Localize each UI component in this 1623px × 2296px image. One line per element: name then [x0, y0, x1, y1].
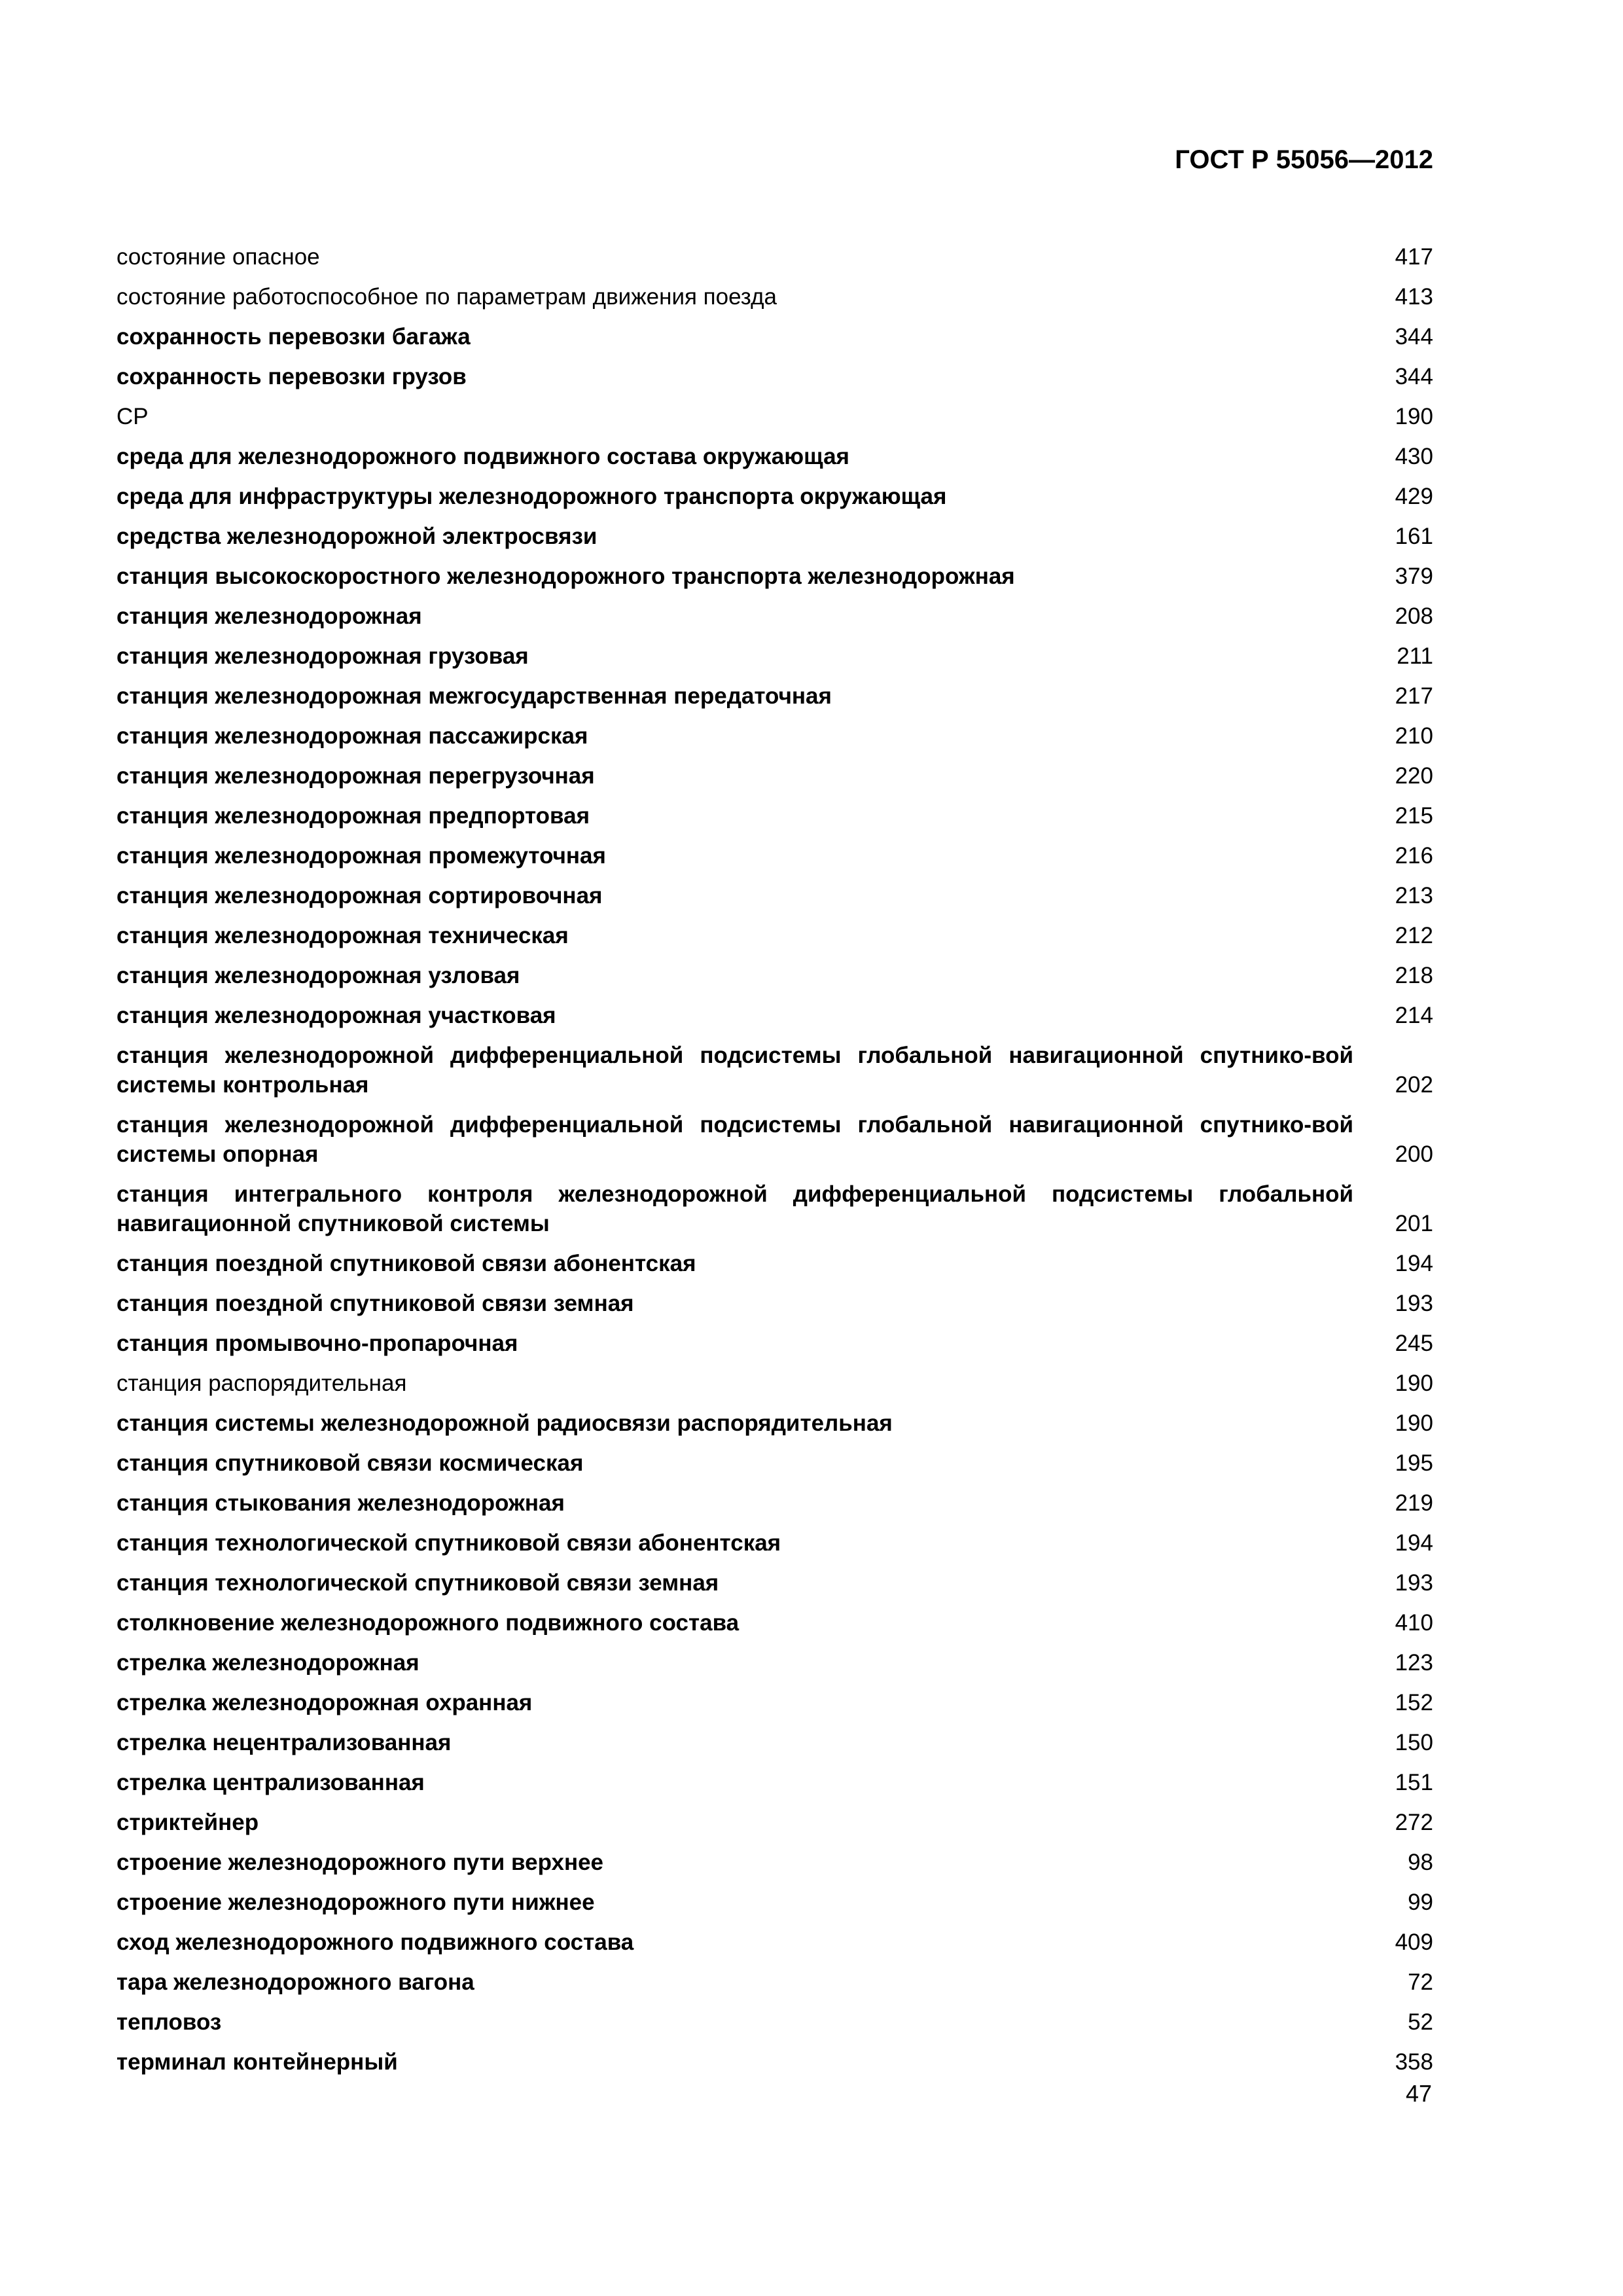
index-term: станция спутниковой связи космическая [116, 1450, 584, 1476]
index-entry [116, 1244, 1433, 1283]
index-page-ref: 190 [1395, 1410, 1433, 1436]
index-entry [116, 1563, 1433, 1603]
index-entry [116, 1882, 1433, 1922]
index-page-ref: 217 [1395, 683, 1433, 709]
index-term: средства железнодорожной электросвязи [116, 524, 597, 549]
index-entry [116, 996, 1433, 1035]
index-entry [116, 636, 1433, 676]
index-term: состояние работоспособное по параметрам движения поезда [116, 284, 777, 310]
index-entry [116, 357, 1433, 397]
index-page-ref: 218 [1395, 963, 1433, 988]
index-term: станция поездной спутниковой связи абонентская [116, 1251, 696, 1276]
index-term: станция железнодорожной дифференциальной подсистемы глобальной навигационной спутнико-вой системы контрольная [116, 1043, 1353, 1098]
index-page-ref: 216 [1395, 843, 1433, 869]
index-entry [116, 836, 1433, 876]
index-entry [116, 237, 1433, 277]
index-entry [116, 1842, 1433, 1882]
index-page-ref: 272 [1395, 1810, 1433, 1835]
index-term: сохранность перевозки грузов [116, 364, 467, 389]
index-term: станция поездной спутниковой связи земная [116, 1291, 634, 1316]
index-term: станция железнодорожная перегрузочная [116, 763, 595, 789]
index-term: станция промывочно-пропарочная [116, 1331, 518, 1356]
index-page-ref: 98 [1408, 1850, 1433, 1875]
index-entry [116, 277, 1433, 317]
index-term: строение железнодорожного пути нижнее [116, 1890, 595, 1915]
index-page-ref: 150 [1395, 1730, 1433, 1755]
index-term: среда для железнодорожного подвижного состава окружающая [116, 444, 849, 469]
index-page-ref: 213 [1395, 883, 1433, 908]
index-term: сохранность перевозки багажа [116, 324, 471, 350]
index-term: станция распорядительная [116, 1371, 407, 1396]
index-term: строение железнодорожного пути верхнее [116, 1850, 604, 1875]
index-term: станция железнодорожная пассажирская [116, 723, 588, 749]
index-page-ref: 201 [1395, 1211, 1433, 1236]
index-entry [116, 1483, 1433, 1523]
index-page-ref: 194 [1395, 1251, 1433, 1276]
index-entry [116, 756, 1433, 796]
index-page-ref: 193 [1395, 1291, 1433, 1316]
index-term: станция системы железнодорожной радиосвязи распорядительная [116, 1410, 893, 1436]
index-entry [116, 1105, 1433, 1174]
index-page-ref: 215 [1395, 803, 1433, 829]
index-entry [116, 516, 1433, 556]
index-page-ref: 202 [1395, 1072, 1433, 1098]
index-entry [116, 1763, 1433, 1803]
index-page-ref: 344 [1395, 364, 1433, 389]
index-page-ref: 410 [1395, 1610, 1433, 1636]
index-entry [116, 1643, 1433, 1683]
index-page-ref: 413 [1395, 284, 1433, 310]
index-term: станция железнодорожной дифференциальной подсистемы глобальной навигационной спутнико-вой системы опорная [116, 1112, 1353, 1167]
index-term: стрелка железнодорожная охранная [116, 1690, 533, 1715]
index-entry [116, 1523, 1433, 1563]
index-page-ref: 195 [1395, 1450, 1433, 1476]
index-entry [116, 596, 1433, 636]
index-page-ref: 219 [1395, 1490, 1433, 1516]
index-page-ref: 190 [1395, 1371, 1433, 1396]
index-entry [116, 556, 1433, 596]
index-page-ref: 417 [1395, 244, 1433, 270]
index-entry [116, 956, 1433, 996]
index-term: столкновение железнодорожного подвижного состава [116, 1610, 740, 1636]
index-term: тепловоз [116, 2009, 222, 2035]
index-entry [116, 476, 1433, 516]
index-term: станция железнодорожная техническая [116, 923, 569, 948]
term-index-list [116, 237, 1433, 2082]
index-term: станция высокоскоростного железнодорожного транспорта железнодорожная [116, 564, 1015, 589]
index-page-ref: 208 [1395, 603, 1433, 629]
index-term: терминал контейнерный [116, 2049, 398, 2075]
index-page-ref: 151 [1395, 1770, 1433, 1795]
page-number: 47 [1405, 2080, 1432, 2107]
index-term: станция железнодорожная узловая [116, 963, 520, 988]
index-entry [116, 876, 1433, 916]
index-entry [116, 1962, 1433, 2002]
index-entry [116, 676, 1433, 716]
index-entry [116, 1283, 1433, 1323]
index-term: стрелка централизованная [116, 1770, 425, 1795]
index-entry [116, 1174, 1433, 1244]
index-entry [116, 1723, 1433, 1763]
index-term: станция железнодорожная участковая [116, 1003, 556, 1028]
index-term: станция железнодорожная грузовая [116, 643, 529, 669]
index-entry [116, 1443, 1433, 1483]
index-page-ref: 161 [1395, 524, 1433, 549]
index-page-ref: 220 [1395, 763, 1433, 789]
index-entry [116, 796, 1433, 836]
index-term: стрелка железнодорожная [116, 1650, 419, 1676]
index-page-ref: 210 [1395, 723, 1433, 749]
index-entry [116, 317, 1433, 357]
index-entry [116, 916, 1433, 956]
index-entry [116, 2002, 1433, 2042]
index-term: стриктейнер [116, 1810, 259, 1835]
index-entry [116, 1803, 1433, 1842]
index-term: станция стыкования железнодорожная [116, 1490, 565, 1516]
index-entry [116, 2042, 1433, 2082]
index-page-ref: 430 [1395, 444, 1433, 469]
index-term: состояние опасное [116, 244, 320, 270]
index-page-ref: 429 [1395, 484, 1433, 509]
index-page-ref: 211 [1397, 643, 1433, 669]
index-term: станция железнодорожная предпортовая [116, 803, 590, 829]
index-entry [116, 397, 1433, 437]
index-term: станция технологической спутниковой связи земная [116, 1570, 719, 1596]
index-entry [116, 437, 1433, 476]
index-page-ref: 344 [1395, 324, 1433, 350]
index-page-ref: 52 [1408, 2009, 1433, 2035]
index-entry [116, 716, 1433, 756]
index-term: стрелка нецентрализованная [116, 1730, 452, 1755]
index-page-ref: 245 [1395, 1331, 1433, 1356]
index-page-ref: 212 [1395, 923, 1433, 948]
index-entry [116, 1403, 1433, 1443]
index-page-ref: 123 [1395, 1650, 1433, 1676]
index-term: станция технологической спутниковой связи абонентская [116, 1530, 781, 1556]
index-term: тара железнодорожного вагона [116, 1969, 474, 1995]
index-page-ref: 99 [1408, 1890, 1433, 1915]
index-term: станция железнодорожная межгосударственная передаточная [116, 683, 832, 709]
index-entry [116, 1035, 1433, 1105]
document-header: ГОСТ Р 55056—2012 [1175, 145, 1433, 174]
index-term: сход железнодорожного подвижного состава [116, 1929, 634, 1955]
index-entry [116, 1683, 1433, 1723]
index-entry [116, 1323, 1433, 1363]
index-page-ref: 72 [1408, 1969, 1433, 1995]
index-page-ref: 200 [1395, 1141, 1433, 1167]
index-term: станция железнодорожная сортировочная [116, 883, 603, 908]
index-term: среда для инфраструктуры железнодорожного транспорта окружающая [116, 484, 947, 509]
index-page-ref: 194 [1395, 1530, 1433, 1556]
index-entry [116, 1922, 1433, 1962]
index-page-ref: 409 [1395, 1929, 1433, 1955]
index-term: станция интегрального контроля железнодорожной дифференциальной подсистемы глобальной навигационной спутниковой системы [116, 1181, 1353, 1236]
index-page-ref: 193 [1395, 1570, 1433, 1596]
index-term: станция железнодорожная [116, 603, 422, 629]
index-entry [116, 1603, 1433, 1643]
index-term: СР [116, 404, 149, 429]
index-page-ref: 152 [1395, 1690, 1433, 1715]
index-term: станция железнодорожная промежуточная [116, 843, 606, 869]
index-entry [116, 1363, 1433, 1403]
index-page-ref: 214 [1395, 1003, 1433, 1028]
index-page-ref: 358 [1395, 2049, 1433, 2075]
index-page-ref: 379 [1395, 564, 1433, 589]
index-page-ref: 190 [1395, 404, 1433, 429]
